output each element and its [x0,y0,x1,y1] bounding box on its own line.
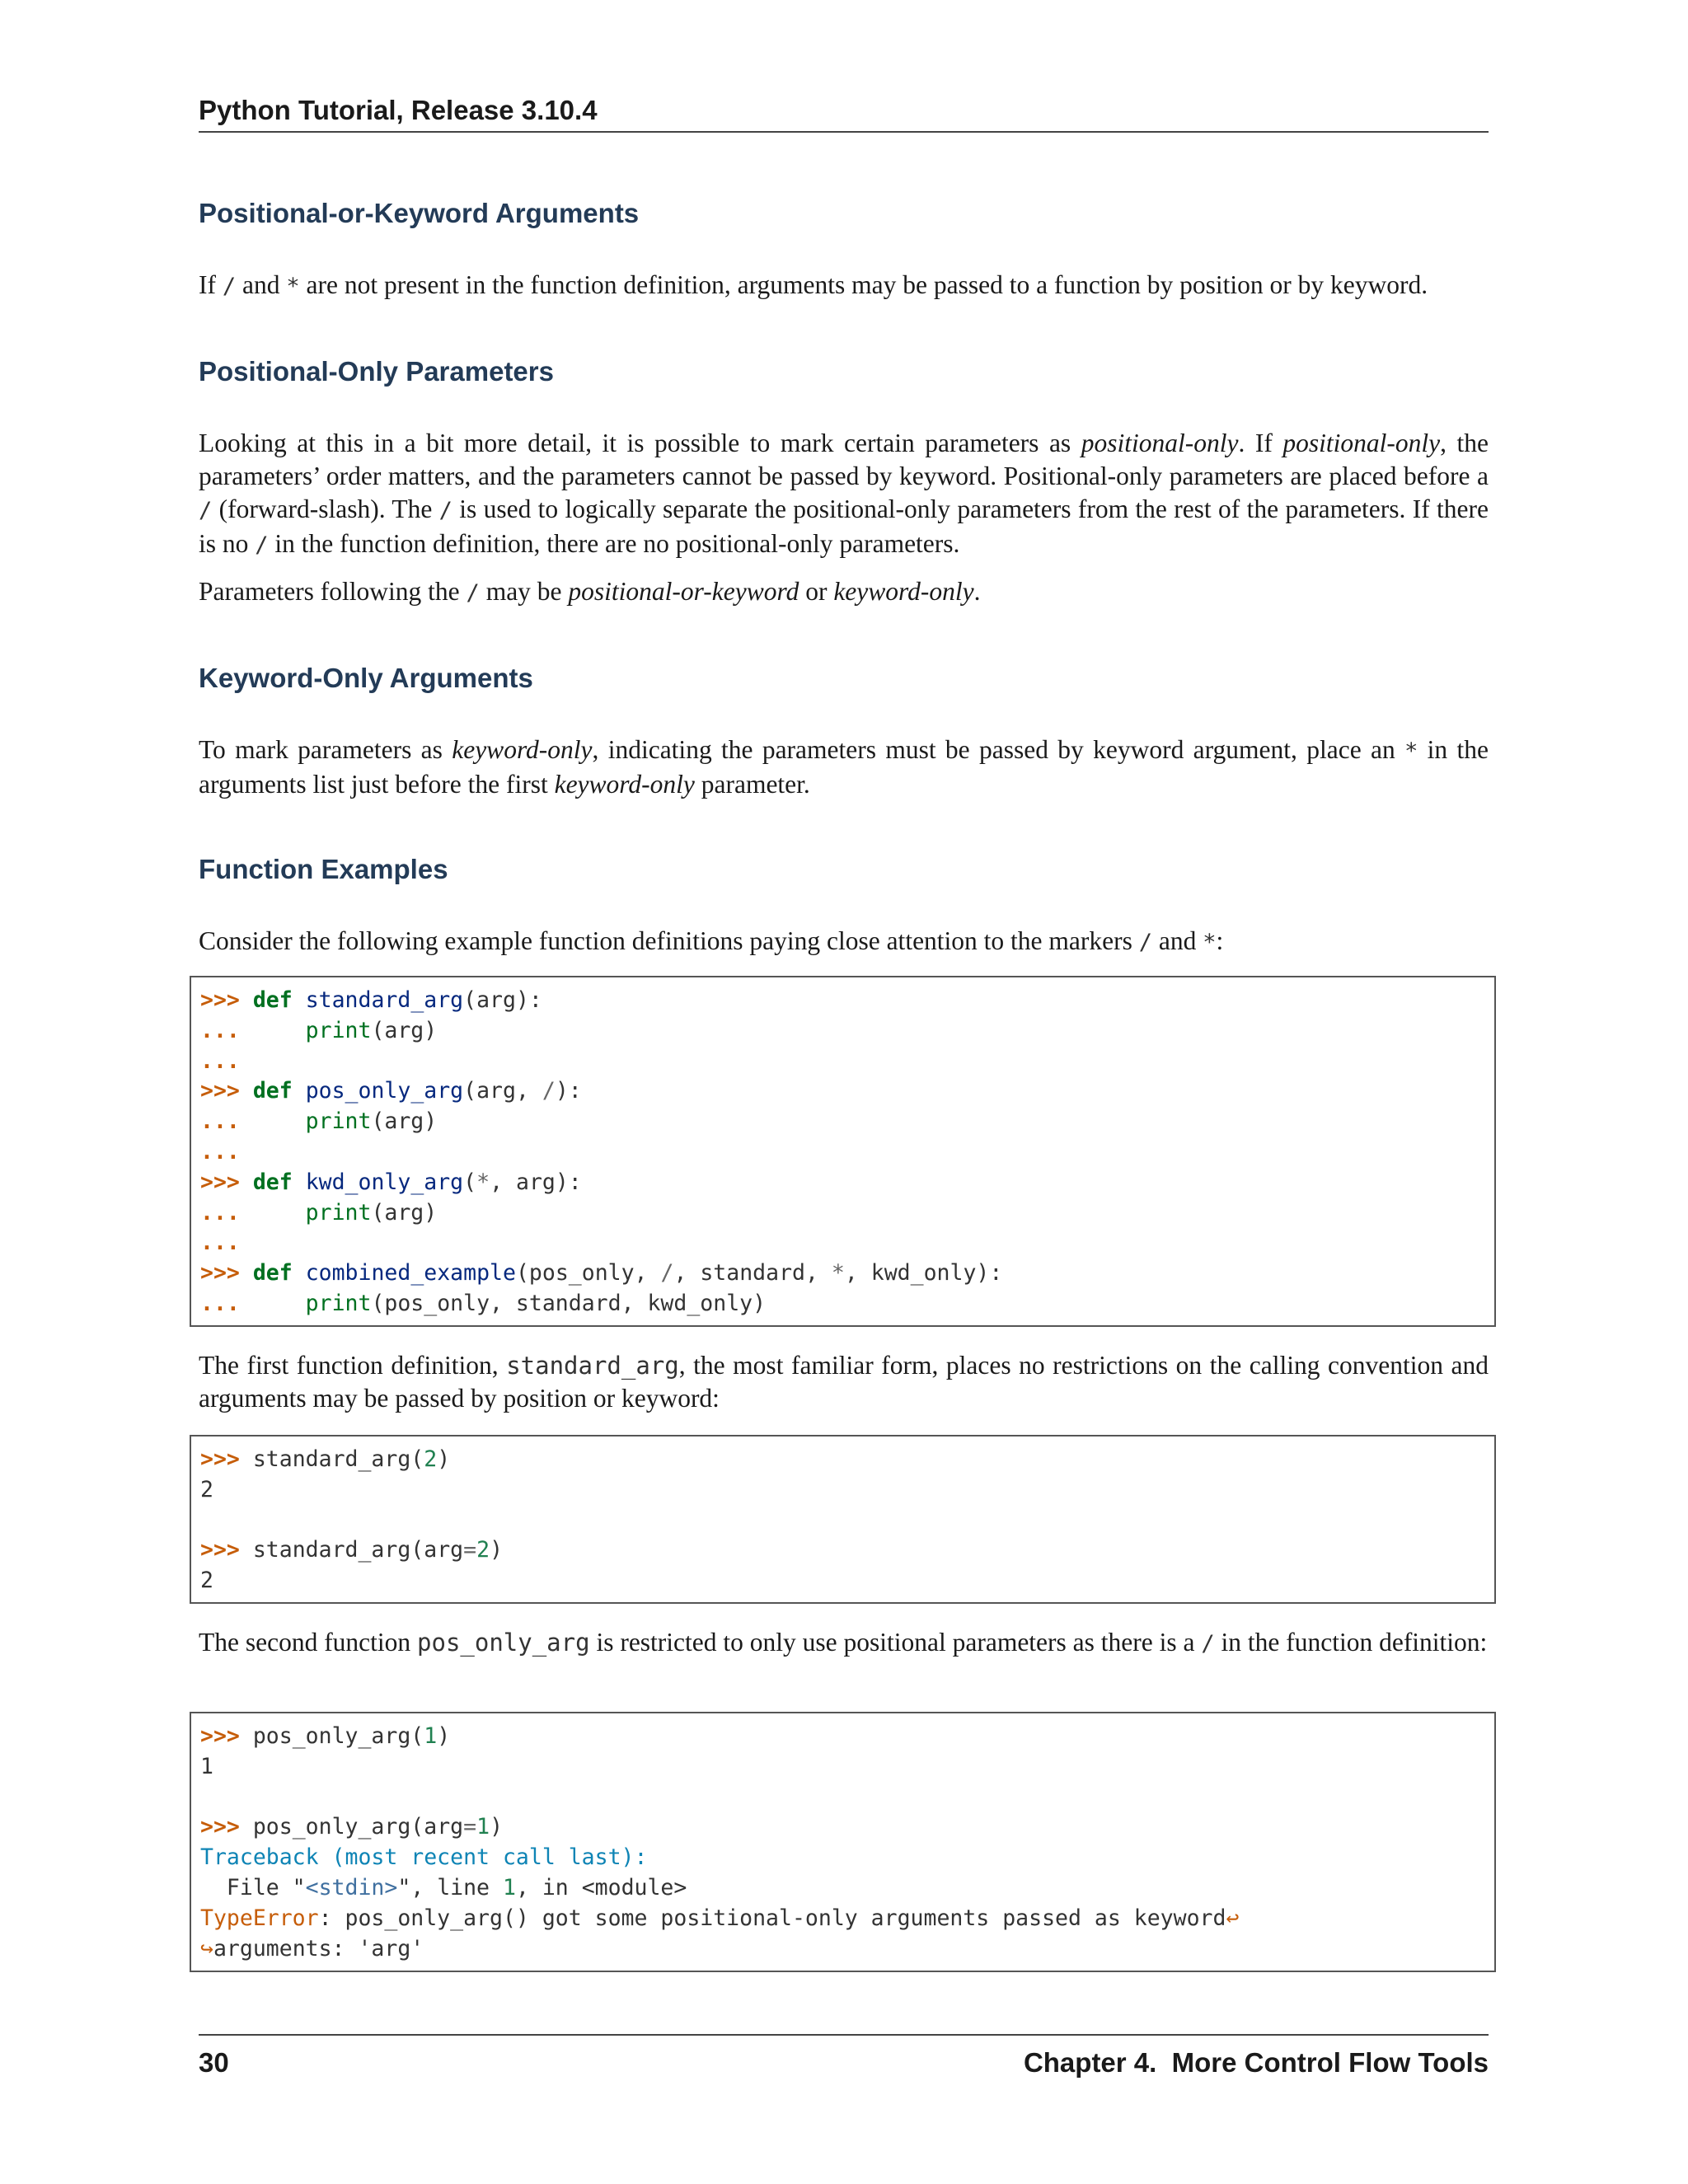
code-definitions: >>> def standard_arg(arg): ... print(arg) ... >>> def pos_only_arg(arg, /): ... print(arg) ... >>> def kwd_only_arg(*, arg): ... print(arg) ... >>> def combined_example(pos_only, /, standard, *, kwd_only): ... print(pos_only, standard, kwd_only) [200,987,1003,1316]
paragraph-keyword-only: To mark parameters as keyword-only, indicating the parameters must be passed by keyword argument, place an * in the arguments list just before the first keyword-only parameter. [199,735,1489,799]
page-number: 30 [199,2047,229,2078]
paragraph-pos-only-arg: The second function pos_only_arg is restricted to only use positional parameters as there is a / in the function definition: [199,1628,1488,1657]
code-pos-only-arg: >>> pos_only_arg(1) 1 >>> pos_only_arg(arg=1) Traceback (most recent call last): File "<stdin>", line 1, in <module> TypeError: pos_only_arg() got some positional-only arguments passed as keyword↩ ↪arguments: 'arg' [200,1723,1240,1961]
document-page [199,0,1489,2184]
code-block-pos-only-arg[interactable] [190,1712,1496,1972]
code-standard-arg: >>> standard_arg(2) 2 >>> standard_arg(arg=2) 2 [200,1446,504,1594]
paragraph-positional-or-keyword: If / and * are not present in the function definition, arguments may be passed to a function by position or by keyword. [199,270,1428,299]
running-footer [199,2034,1489,2078]
heading-function-examples: Function Examples [199,854,448,884]
header-title: Python Tutorial, Release 3.10.4 [199,95,598,125]
code-block-standard-arg[interactable] [190,1435,1496,1604]
heading-positional-or-keyword: Positional-or-Keyword Arguments [199,198,640,228]
chapter-title: Chapter 4. More Control Flow Tools [1023,2047,1489,2078]
code-block-definitions[interactable] [190,976,1496,1327]
heading-positional-only: Positional-Only Parameters [199,356,554,387]
paragraph-function-examples-intro: Consider the following example function definitions paying close attention to the markers / and *: [199,926,1224,955]
heading-keyword-only: Keyword-Only Arguments [199,663,533,693]
paragraph-positional-only-2: Parameters following the / may be positional-or-keyword or keyword-only. [199,577,981,606]
running-header [199,93,1489,133]
paragraph-positional-only-1: Looking at this in a bit more detail, it is possible to mark certain parameters as positional-only. If positional-only, the parameters’ order matters, and the parameters cannot be passed by keyword. Positional-only parameters are placed before a / (forward-slash). The / is used to logically separate the positional-only parameters from the rest of the parameters. If there is no / in the function definition, there are no positional-only parameters. [199,429,1489,558]
paragraph-standard-arg: The first function definition, standard_arg, the most familiar form, places no restrictions on the calling convention and arguments may be passed by position or keyword: [199,1351,1489,1413]
